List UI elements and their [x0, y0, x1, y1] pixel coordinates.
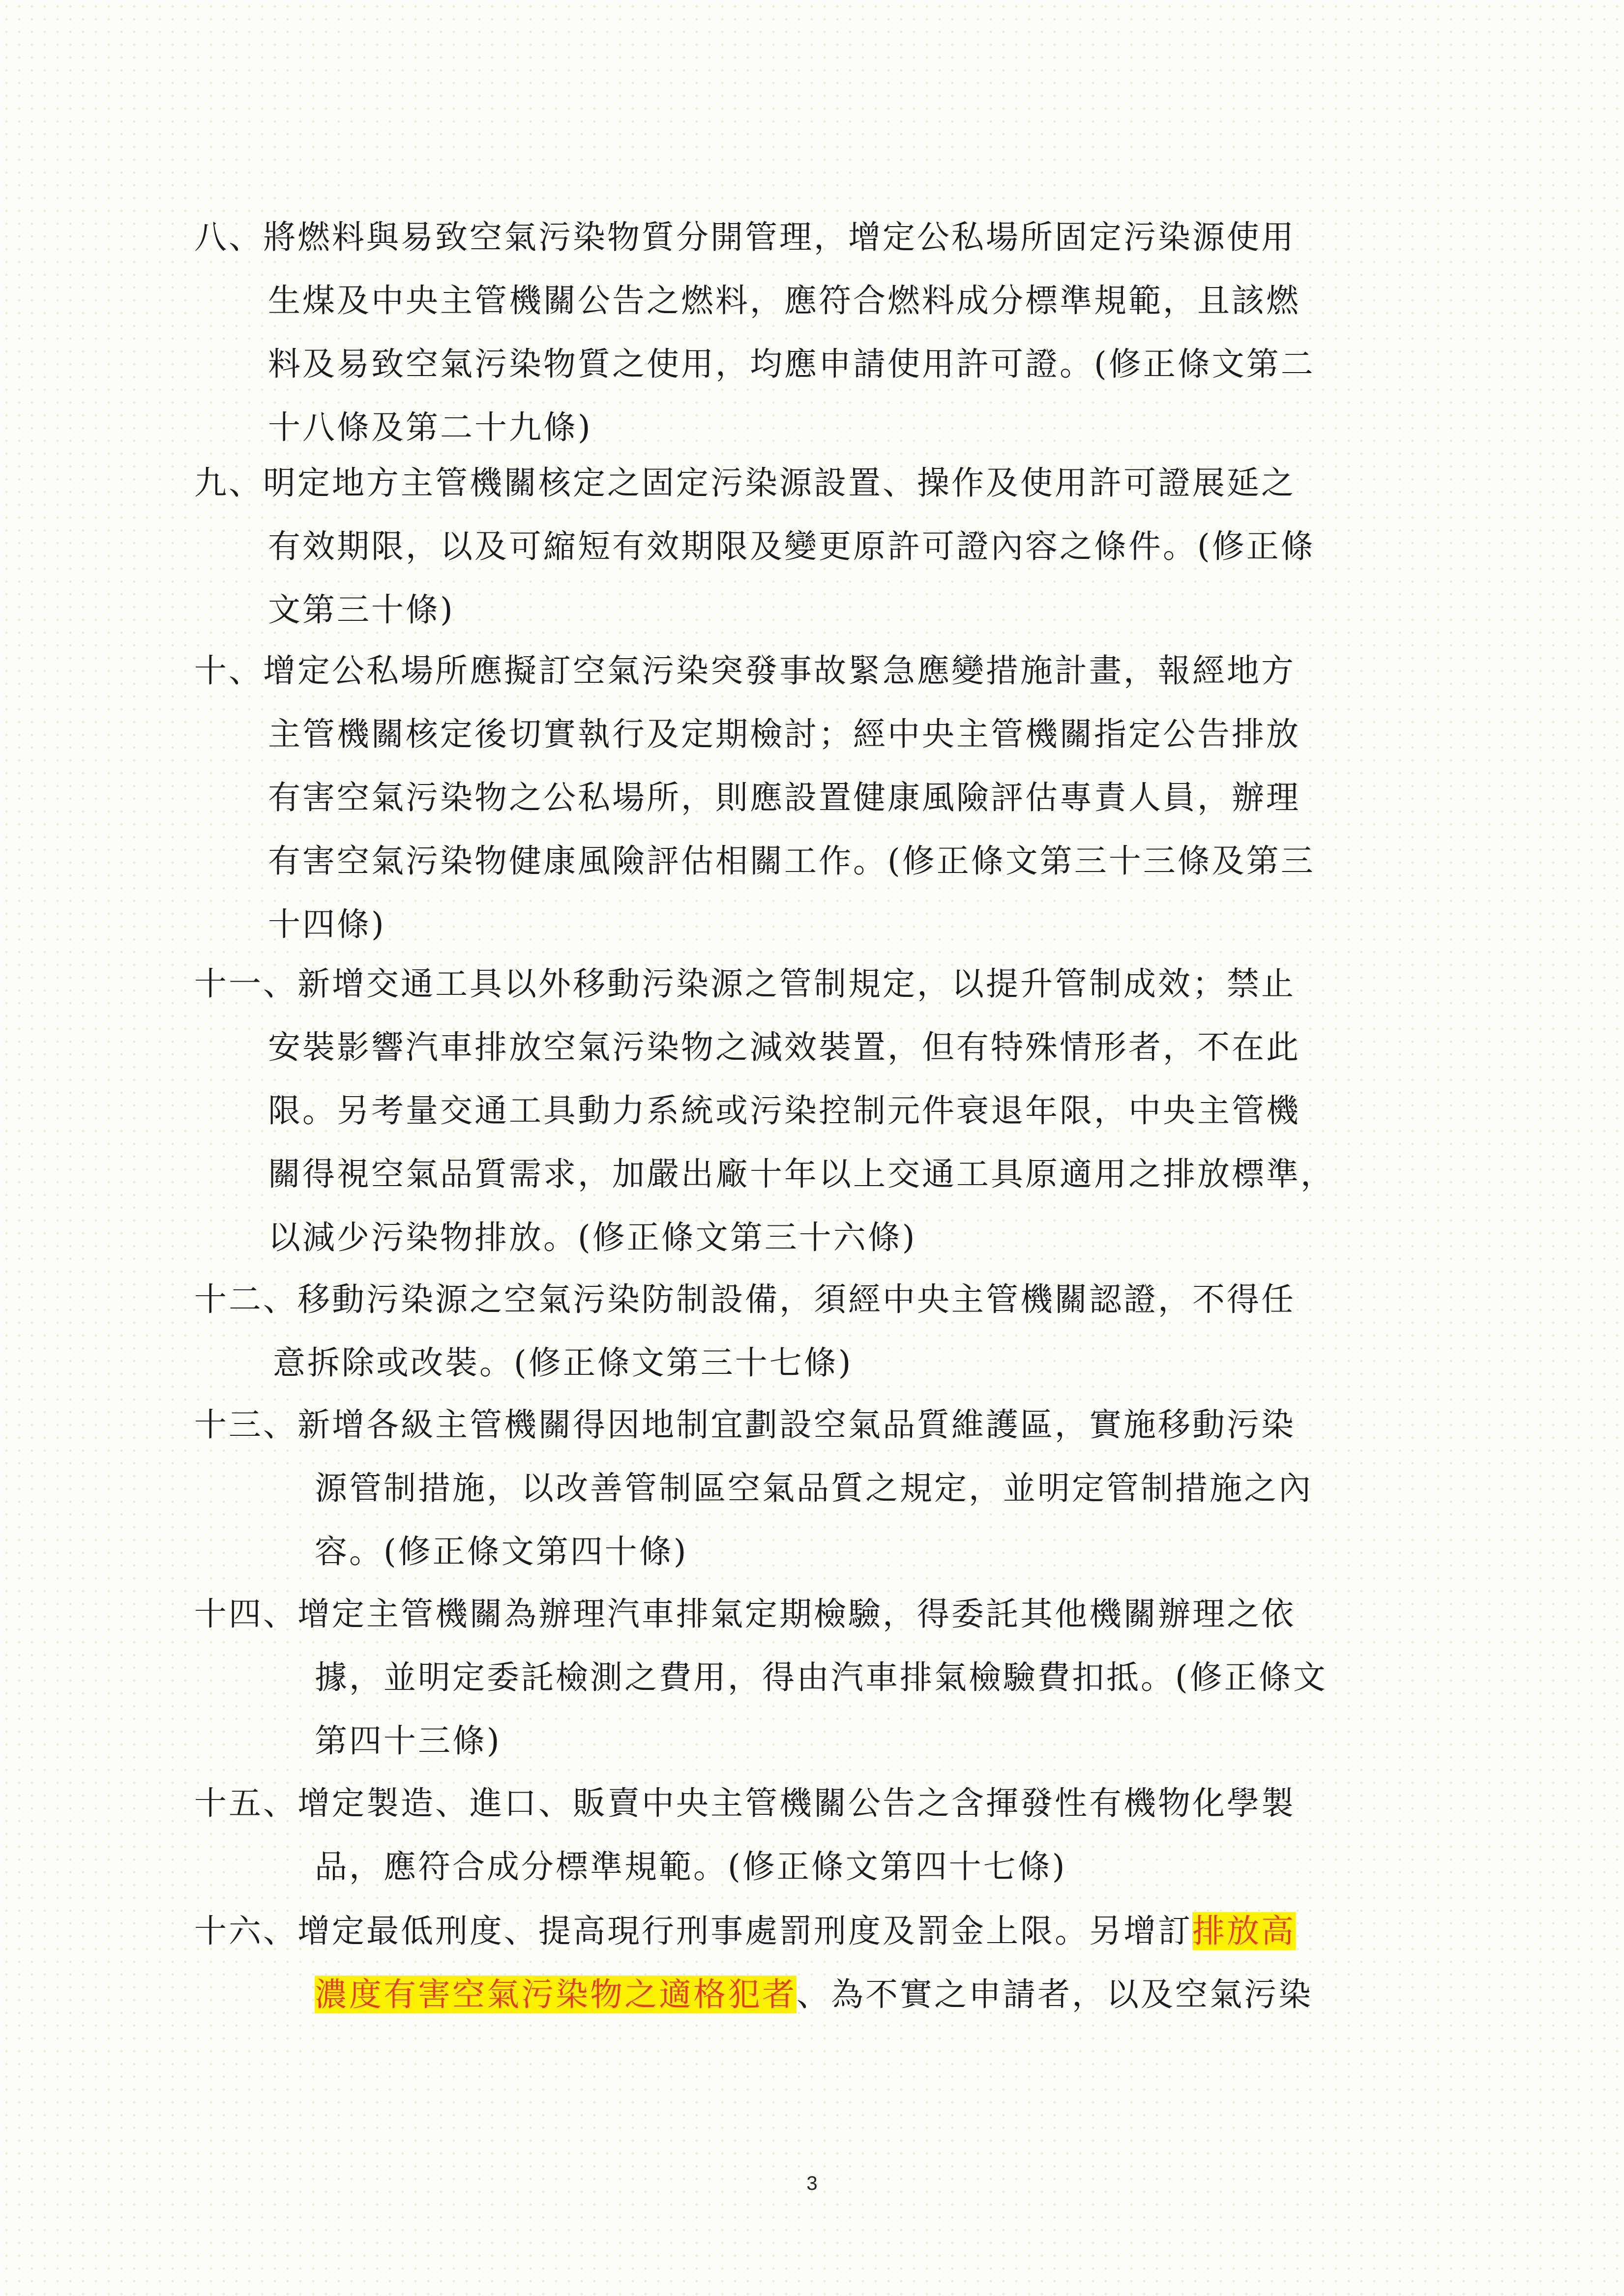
text-line: [194, 1268, 1433, 1331]
list-item-8: [194, 205, 1433, 459]
item-number: 十五、: [194, 1784, 297, 1822]
item-text: 有效期限，以及可縮短有效期限及變更原許可證內容之條件。(修正條: [268, 527, 1315, 565]
item-text: 十四條): [268, 905, 386, 943]
text-line: [194, 1582, 1433, 1646]
text-line: [194, 1963, 1433, 2026]
item-text: 容。(修正條文第四十條): [315, 1533, 688, 1570]
item-text: 有害空氣污染物之公私場所，則應設置健康風險評估專責人員，辦理: [268, 779, 1300, 816]
item-text: 明定地方主管機關核定之固定污染源設置、操作及使用許可證展延之: [263, 464, 1296, 502]
item-text: 增定最低刑度、提高現行刑事處罰刑度及罰金上限。另增訂: [297, 1912, 1192, 1950]
item-text: 安裝影響汽車排放空氣污染物之減效裝置，但有特殊情形者，不在此: [268, 1028, 1300, 1066]
text-line: [194, 893, 1433, 956]
text-line: [194, 952, 1433, 1016]
text-line: [194, 1393, 1433, 1456]
item-text: 十八條及第二十九條): [268, 408, 592, 446]
list-item-11: [194, 952, 1433, 1269]
item-text: 增定製造、進口、販賣中央主管機關公告之含揮發性有機物化學製: [297, 1784, 1296, 1822]
item-number: 九、: [194, 464, 263, 502]
list-item-10: [194, 639, 1433, 956]
item-number: 十四、: [194, 1595, 297, 1633]
item-text: 源管制措施，以改善管制區空氣品質之規定，並明定管制措施之內: [315, 1469, 1313, 1507]
item-text: 關得視空氣品質需求，加嚴出廠十年以上交通工具原適用之排放標準，: [268, 1155, 1335, 1193]
text-line: [194, 1206, 1433, 1269]
item-text: 料及易致空氣污染物質之使用，均應申請使用許可證。(修正條文第二: [268, 345, 1315, 383]
item-text: 文第三十條): [268, 591, 455, 629]
text-line: [194, 1142, 1433, 1206]
text-line: [194, 702, 1433, 766]
item-text: 生煤及中央主管機關公告之燃料，應符合燃料成分標準規範，且該燃: [268, 282, 1300, 320]
item-text: 品，應符合成分標準規範。(修正條文第四十七條): [315, 1848, 1067, 1886]
list-item-16: [194, 1899, 1433, 2026]
highlighted-text: 濃度有害空氣污染物之適格犯者: [315, 1976, 797, 2013]
list-item-13: [194, 1393, 1433, 1583]
text-line: [194, 639, 1433, 702]
text-line: [194, 1709, 1433, 1773]
item-text: 主管機關核定後切實執行及定期檢討；經中央主管機關指定公告排放: [268, 715, 1300, 753]
text-line: [194, 1520, 1433, 1583]
list-item-9: [194, 451, 1433, 641]
item-number: 十三、: [194, 1406, 297, 1444]
text-line: [194, 1456, 1433, 1520]
item-number: 八、: [194, 218, 263, 256]
text-line: [194, 269, 1433, 332]
item-text: 移動污染源之空氣污染防制設備，須經中央主管機關認證，不得任: [297, 1280, 1296, 1318]
item-text: 新增各級主管機關得因地制宜劃設空氣品質維護區，實施移動污染: [297, 1406, 1296, 1444]
text-line: [194, 396, 1433, 459]
item-text: 有害空氣污染物健康風險評估相關工作。(修正條文第三十三條及第三: [268, 842, 1315, 880]
item-text: 增定主管機關為辦理汽車排氣定期檢驗，得委託其他機關辦理之依: [297, 1595, 1296, 1633]
item-text: 意拆除或改裝。(修正條文第三十七條): [273, 1344, 853, 1382]
item-text: 將燃料與易致空氣污染物質分開管理，增定公私場所固定污染源使用: [263, 218, 1296, 256]
item-number: 十一、: [194, 965, 297, 1003]
text-line: [194, 1772, 1433, 1835]
text-line: [194, 1899, 1433, 1963]
text-line: [194, 332, 1433, 396]
item-text: 限。另考量交通工具動力系統或污染控制元件衰退年限，中央主管機: [268, 1092, 1300, 1130]
item-number: 十、: [194, 652, 263, 690]
text-line: [194, 766, 1433, 829]
text-line: [194, 1016, 1433, 1079]
page-number: 3: [806, 2173, 818, 2194]
text-line: [194, 515, 1433, 578]
text-line: [194, 829, 1433, 893]
item-number: 十六、: [194, 1912, 297, 1950]
text-line: [194, 451, 1433, 515]
item-text: 以減少污染物排放。(修正條文第三十六條): [268, 1219, 917, 1256]
text-line: [194, 205, 1433, 269]
list-item-14: [194, 1582, 1433, 1773]
highlighted-text: 排放高: [1192, 1912, 1296, 1950]
text-line: [194, 578, 1433, 641]
item-text: 增定公私場所應擬訂空氣污染突發事故緊急應變措施計畫，報經地方: [263, 652, 1296, 690]
text-line: [194, 1835, 1433, 1898]
item-text: 新增交通工具以外移動污染源之管制規定，以提升管制成效；禁止: [297, 965, 1296, 1003]
text-line: [194, 1079, 1433, 1142]
item-text: 、為不實之申請者，以及空氣污染: [797, 1976, 1313, 2013]
list-item-12: [194, 1268, 1433, 1395]
item-number: 十二、: [194, 1280, 297, 1318]
text-line: [194, 1646, 1433, 1709]
list-item-15: [194, 1772, 1433, 1898]
item-text: 第四十三條): [315, 1722, 502, 1760]
item-text: 據，並明定委託檢測之費用，得由汽車排氣檢驗費扣抵。(修正條文: [315, 1658, 1328, 1696]
text-line: [194, 1331, 1433, 1395]
